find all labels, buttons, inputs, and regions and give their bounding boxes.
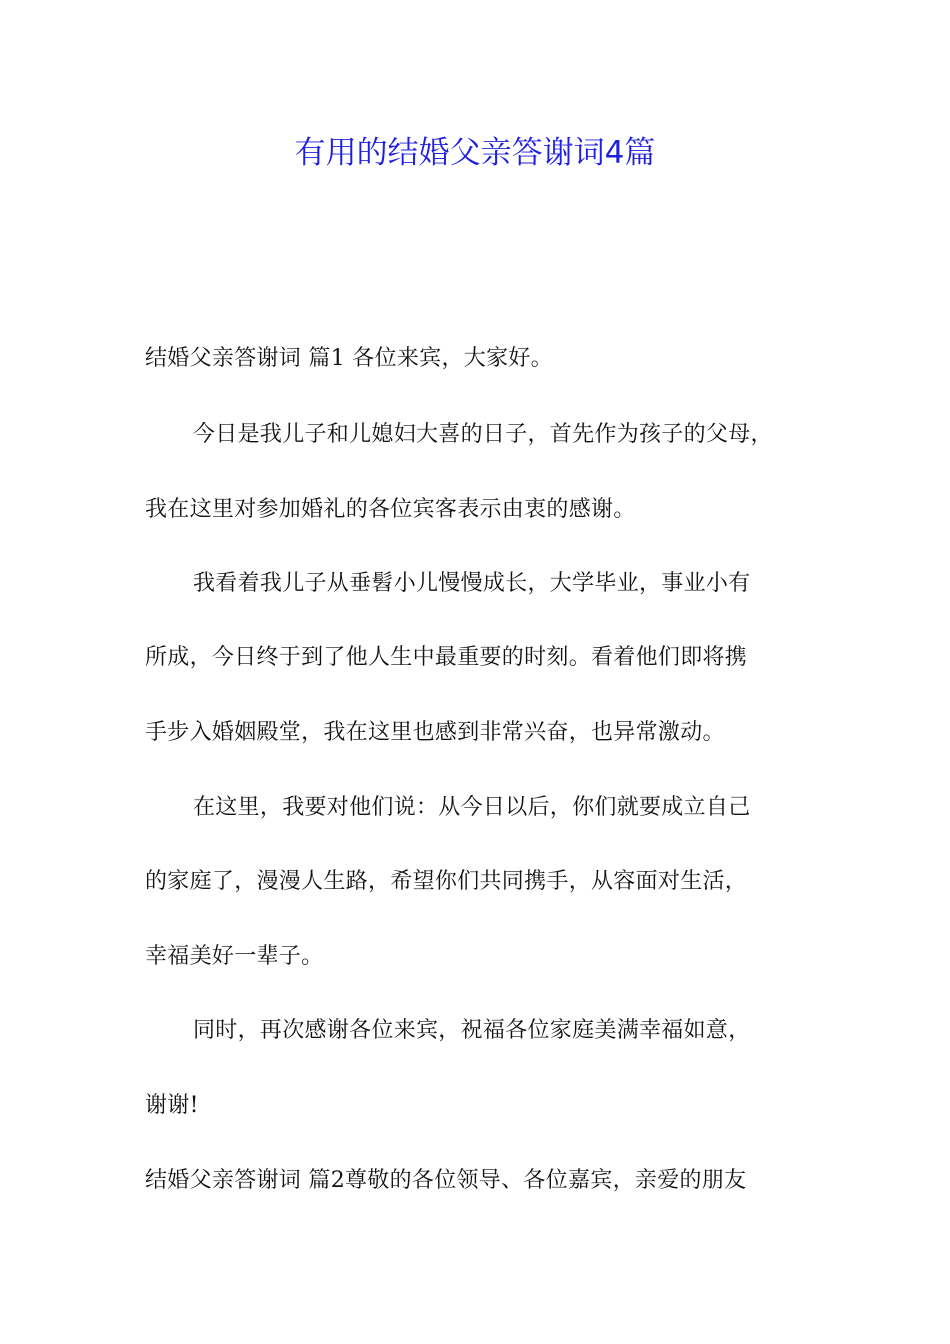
- paragraph-line-11: 谢谢!: [145, 1093, 199, 1118]
- document-title: 有用的结婚父亲答谢词4篇: [294, 135, 656, 171]
- paragraph-line-8: 的家庭了，漫漫人生路，希望你们共同携手，从容面对生活，: [145, 869, 748, 894]
- paragraph-line-1: 结婚父亲答谢词 篇1 各位来宾，大家好。: [145, 346, 553, 371]
- paragraph-line-7: 在这里，我要对他们说：从今日以后，你们就要成立自己: [193, 795, 751, 820]
- paragraph-line-2: 今日是我儿子和儿媳妇大喜的日子，首先作为孩子的父母，: [193, 422, 773, 447]
- paragraph-line-9: 幸福美好一辈子。: [145, 944, 324, 969]
- paragraph-line-3: 我在这里对参加婚礼的各位宾客表示由衷的感谢。: [145, 497, 636, 522]
- paragraph-line-6: 手步入婚姻殿堂，我在这里也感到非常兴奋，也异常激动。: [145, 720, 725, 745]
- paragraph-line-4: 我看着我儿子从垂髫小儿慢慢成长，大学毕业，事业小有: [193, 571, 751, 596]
- paragraph-line-5: 所成，今日终于到了他人生中最重要的时刻。看着他们即将携: [145, 645, 748, 670]
- paragraph-line-12: 结婚父亲答谢词 篇2尊敬的各位领导、各位嘉宾，亲爱的朋友: [145, 1168, 747, 1193]
- paragraph-line-10: 同时，再次感谢各位来宾，祝福各位家庭美满幸福如意，: [193, 1018, 751, 1043]
